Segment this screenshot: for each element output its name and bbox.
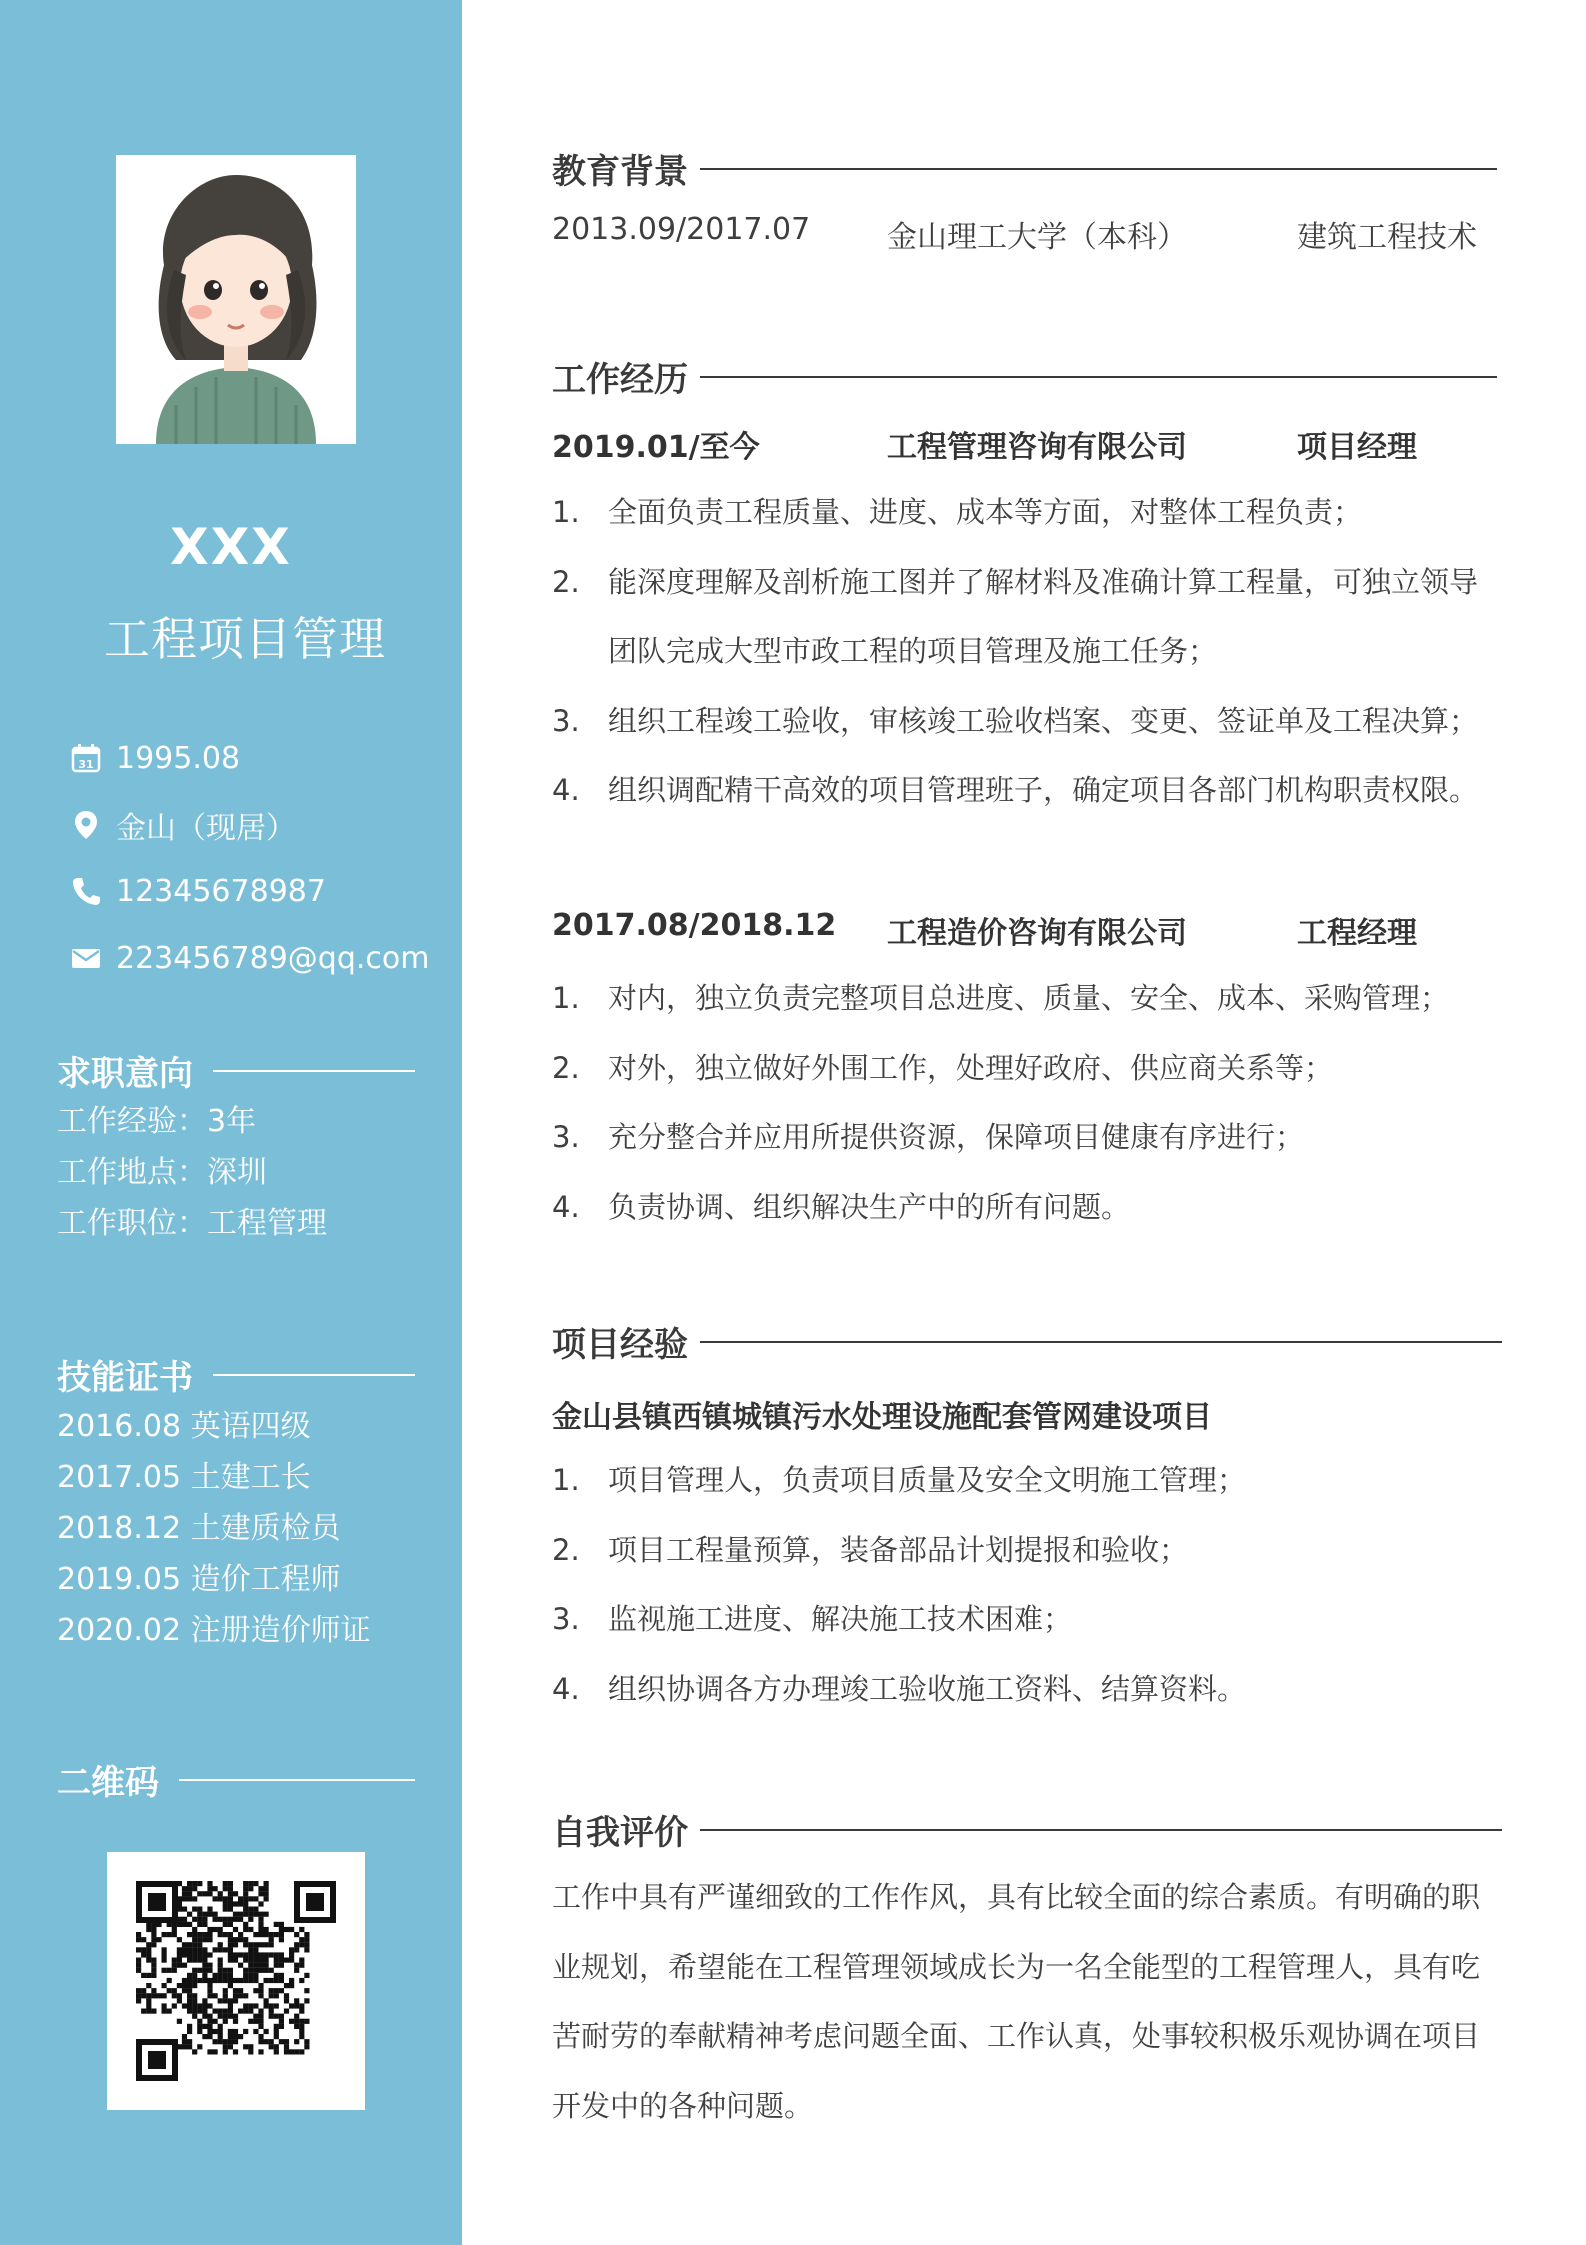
intent-heading-text: 求职意向 bbox=[57, 1054, 193, 1094]
skill-item: 2016.08 英语四级 bbox=[57, 1409, 311, 1444]
qr-heading bbox=[57, 1755, 415, 1804]
skills-heading bbox=[57, 1350, 415, 1399]
qr-code[interactable] bbox=[107, 1852, 365, 2110]
email-address[interactable]: 223456789@qq.com bbox=[116, 940, 430, 976]
list-item bbox=[552, 1446, 1502, 1516]
candidate-name: XXX bbox=[170, 518, 292, 576]
list-item bbox=[552, 478, 1502, 548]
skill-item: 2020.02 注册造价师证 bbox=[57, 1613, 371, 1648]
education-major: 建筑工程技术 bbox=[1297, 220, 1477, 255]
location-pin-icon bbox=[70, 809, 102, 841]
job-company: 工程管理咨询有限公司 bbox=[887, 430, 1187, 465]
item-number: 3. bbox=[552, 1120, 580, 1154]
item-text: 监视施工进度、解决施工技术困难； bbox=[608, 1602, 1073, 1636]
item-text: 组织工程竣工验收，审核竣工验收档案、变更、签证单及工程决算； bbox=[608, 703, 1479, 738]
location: 金山（现居） bbox=[116, 811, 296, 846]
candidate-role: 工程项目管理 bbox=[104, 612, 386, 666]
item-number: 1. bbox=[552, 981, 580, 1015]
divider bbox=[179, 1779, 415, 1781]
skills-heading-text: 技能证书 bbox=[57, 1358, 193, 1398]
self-eval-text: 工作中具有严谨细致的工作作风，具有比较全面的综合素质。有明确的职业规划，希望能在工程管理领域成长为一名全能型的工程管理人，具有吃苦耐劳的奉献精神考虑问题全面、工作认真，处事较积极乐观协调在项目开发中的各种问题。 bbox=[552, 1880, 1481, 2123]
list-item bbox=[552, 1655, 1502, 1725]
item-text: 全面负责工程质量、进度、成本等方面，对整体工程负责； bbox=[608, 495, 1363, 529]
project-heading-text: 项目经验 bbox=[552, 1325, 688, 1365]
item-number: 2. bbox=[552, 1532, 580, 1567]
item-text: 充分整合并应用所提供资源，保障项目健康有序进行； bbox=[608, 1120, 1305, 1154]
intent-list bbox=[57, 1096, 327, 1249]
list-item bbox=[552, 548, 1502, 687]
qr-heading-text: 二维码 bbox=[57, 1763, 159, 1803]
education-period: 2013.09/2017.07 bbox=[552, 212, 811, 247]
item-number: 4. bbox=[552, 1671, 580, 1706]
job-period: 2017.08/2018.12 bbox=[552, 908, 837, 943]
item-text: 项目工程量预算，装备部品计划提报和验收； bbox=[608, 1532, 1189, 1567]
avatar bbox=[116, 155, 356, 444]
skill-item: 2019.05 造价工程师 bbox=[57, 1562, 341, 1597]
list-item bbox=[552, 756, 1502, 826]
job-company: 工程造价咨询有限公司 bbox=[887, 916, 1187, 951]
list-item bbox=[552, 687, 1502, 757]
job-title: 项目经理 bbox=[1297, 430, 1417, 465]
divider bbox=[700, 168, 1497, 170]
phone-icon bbox=[70, 875, 102, 907]
item-number: 2. bbox=[552, 1050, 580, 1085]
qr-code-image bbox=[107, 1852, 365, 2110]
project-title: 金山县镇西镇城镇污水处理设施配套管网建设项目 bbox=[552, 1400, 1212, 1435]
divider bbox=[700, 1341, 1502, 1343]
list-item bbox=[552, 1103, 1502, 1173]
avatar-illustration bbox=[116, 155, 356, 444]
job-duties bbox=[552, 964, 1502, 1242]
list-item bbox=[552, 1585, 1502, 1655]
divider bbox=[700, 376, 1497, 378]
job-title: 工程经理 bbox=[1297, 916, 1417, 951]
sidebar bbox=[0, 0, 462, 2245]
job-period: 2019.01/至今 bbox=[552, 430, 760, 465]
education-heading-text: 教育背景 bbox=[552, 152, 688, 192]
contact-email bbox=[70, 938, 429, 978]
list-item bbox=[552, 1516, 1502, 1586]
phone-number[interactable]: 12345678987 bbox=[116, 873, 326, 909]
project-heading bbox=[552, 1317, 1502, 1366]
intent-item: 工作地点：深圳 bbox=[57, 1155, 267, 1190]
job-header bbox=[552, 908, 1502, 952]
education-heading bbox=[552, 144, 1497, 193]
self-eval-heading bbox=[552, 1805, 1502, 1854]
divider bbox=[700, 1829, 1502, 1831]
intent-item: 工作职位：工程管理 bbox=[57, 1206, 327, 1241]
divider bbox=[213, 1374, 415, 1376]
project-items bbox=[552, 1446, 1502, 1724]
list-item bbox=[552, 1173, 1502, 1243]
item-number: 1. bbox=[552, 495, 580, 529]
item-number: 3. bbox=[552, 703, 580, 738]
intent-item: 工作经验：3年 bbox=[57, 1104, 257, 1139]
work-heading bbox=[552, 352, 1497, 401]
list-item bbox=[552, 964, 1502, 1034]
job-duties bbox=[552, 478, 1502, 826]
item-text: 项目管理人，负责项目质量及安全文明施工管理； bbox=[608, 1463, 1247, 1497]
item-text: 对外，独立做好外围工作，处理好政府、供应商关系等； bbox=[608, 1050, 1334, 1085]
item-text: 组织协调各方办理竣工验收施工资料、结算资料。 bbox=[608, 1671, 1247, 1706]
item-number: 2. bbox=[552, 564, 580, 599]
item-number: 1. bbox=[552, 1463, 580, 1497]
list-item bbox=[552, 1034, 1502, 1104]
contact-birth bbox=[70, 738, 240, 778]
item-number: 4. bbox=[552, 773, 580, 807]
education-row bbox=[552, 212, 1502, 256]
contact-phone bbox=[70, 871, 326, 911]
birth-date: 1995.08 bbox=[116, 740, 241, 776]
self-eval-heading-text: 自我评价 bbox=[552, 1813, 688, 1853]
mail-icon bbox=[70, 942, 102, 974]
work-heading-text: 工作经历 bbox=[552, 360, 688, 400]
skills-list bbox=[57, 1401, 371, 1656]
item-number: 3. bbox=[552, 1602, 580, 1636]
job-header bbox=[552, 422, 1502, 466]
item-text: 对内，独立负责完整项目总进度、质量、安全、成本、采购管理； bbox=[608, 981, 1450, 1015]
item-text: 组织调配精干高效的项目管理班子，确定项目各部门机构职责权限。 bbox=[608, 773, 1479, 807]
education-school: 金山理工大学（本科） bbox=[887, 220, 1187, 255]
item-text: 负责协调、组织解决生产中的所有问题。 bbox=[608, 1189, 1131, 1224]
skill-item: 2017.05 土建工长 bbox=[57, 1460, 311, 1495]
item-text: 能深度理解及剖析施工图并了解材料及准确计算工程量，可独立领导团队完成大型市政工程的项目管理及施工任务； bbox=[608, 564, 1479, 668]
item-number: 4. bbox=[552, 1189, 580, 1224]
divider bbox=[213, 1070, 415, 1072]
intent-heading bbox=[57, 1046, 415, 1095]
calendar-icon bbox=[70, 742, 102, 774]
svg-text:31: 31 bbox=[78, 758, 94, 771]
skill-item: 2018.12 土建质检员 bbox=[57, 1511, 341, 1546]
contact-location bbox=[70, 805, 296, 845]
